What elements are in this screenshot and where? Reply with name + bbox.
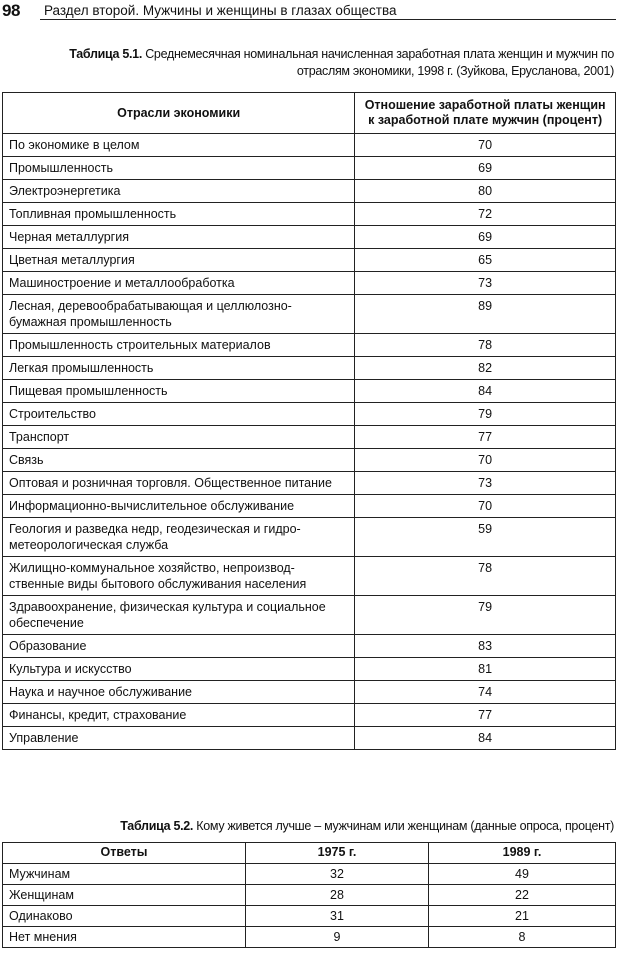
table-row bbox=[3, 635, 616, 658]
value-1989-cell: 8 bbox=[429, 927, 616, 948]
ratio-cell: 72 bbox=[355, 203, 616, 226]
survey-table bbox=[2, 842, 616, 948]
answer-cell: Одинаково bbox=[3, 906, 246, 927]
table-row bbox=[3, 681, 616, 704]
table-row bbox=[3, 596, 616, 635]
ratio-cell: 89 bbox=[355, 295, 616, 334]
wage-ratio-table bbox=[2, 92, 616, 750]
table-row bbox=[3, 495, 616, 518]
table-row bbox=[3, 403, 616, 426]
sector-cell: Пищевая промышленность bbox=[3, 380, 355, 403]
column-header-answers: Ответы bbox=[3, 843, 246, 864]
sector-cell: Образование bbox=[3, 635, 355, 658]
sector-cell: Машиностроение и металлообработка bbox=[3, 272, 355, 295]
ratio-cell: 69 bbox=[355, 226, 616, 249]
table1-caption bbox=[54, 46, 614, 80]
sector-cell: Здравоохранение, физическая культура и социальное обеспечение bbox=[3, 596, 355, 635]
ratio-cell: 78 bbox=[355, 557, 616, 596]
value-1975-cell: 31 bbox=[246, 906, 429, 927]
page-header bbox=[0, 0, 620, 24]
table-row bbox=[3, 157, 616, 180]
table-row bbox=[3, 704, 616, 727]
sector-cell: По экономике в целом bbox=[3, 134, 355, 157]
table-row bbox=[3, 449, 616, 472]
ratio-cell: 69 bbox=[355, 157, 616, 180]
table-row bbox=[3, 295, 616, 334]
ratio-cell: 79 bbox=[355, 403, 616, 426]
ratio-cell: 73 bbox=[355, 472, 616, 495]
ratio-cell: 80 bbox=[355, 180, 616, 203]
column-header-sector: Отрасли экономики bbox=[3, 93, 355, 134]
sector-cell: Промышленность bbox=[3, 157, 355, 180]
table2-caption-label: Таблица 5.2. bbox=[120, 819, 194, 833]
value-1975-cell: 9 bbox=[246, 927, 429, 948]
table-row bbox=[3, 272, 616, 295]
sector-cell: Геология и разведка недр, геодезическая и гидро-метеорологическая служба bbox=[3, 518, 355, 557]
ratio-cell: 77 bbox=[355, 426, 616, 449]
table-row bbox=[3, 658, 616, 681]
column-header-ratio: Отношение заработной платы женщин к заработной плате мужчин (процент) bbox=[355, 93, 616, 134]
value-1989-cell: 21 bbox=[429, 906, 616, 927]
answer-cell: Нет мнения bbox=[3, 927, 246, 948]
running-title: Раздел второй. Мужчины и женщины в глазах общества bbox=[44, 3, 397, 18]
table-row bbox=[3, 134, 616, 157]
ratio-cell: 59 bbox=[355, 518, 616, 557]
table2-body bbox=[3, 864, 616, 948]
sector-cell: Транспорт bbox=[3, 426, 355, 449]
sector-cell: Промышленность строительных материалов bbox=[3, 334, 355, 357]
value-1975-cell: 32 bbox=[246, 864, 429, 885]
ratio-cell: 82 bbox=[355, 357, 616, 380]
sector-cell: Черная металлургия bbox=[3, 226, 355, 249]
value-1989-cell: 49 bbox=[429, 864, 616, 885]
value-1989-cell: 22 bbox=[429, 885, 616, 906]
sector-cell: Информационно-вычислительное обслуживание bbox=[3, 495, 355, 518]
table-row bbox=[3, 180, 616, 203]
table-row bbox=[3, 727, 616, 750]
table-row bbox=[3, 557, 616, 596]
answer-cell: Женщинам bbox=[3, 885, 246, 906]
column-header-1975: 1975 г. bbox=[246, 843, 429, 864]
table1-body bbox=[3, 134, 616, 750]
sector-cell: Жилищно-коммунальное хозяйство, непроизвод-ственные виды бытового обслуживания населения bbox=[3, 557, 355, 596]
ratio-cell: 74 bbox=[355, 681, 616, 704]
table-row bbox=[3, 885, 616, 906]
table-row bbox=[3, 864, 616, 885]
sector-cell: Наука и научное обслуживание bbox=[3, 681, 355, 704]
table2-header-row bbox=[3, 843, 616, 864]
answer-cell: Мужчинам bbox=[3, 864, 246, 885]
sector-cell: Финансы, кредит, страхование bbox=[3, 704, 355, 727]
table2-caption bbox=[54, 818, 614, 835]
sector-cell: Цветная металлургия bbox=[3, 249, 355, 272]
table-row bbox=[3, 472, 616, 495]
table1-caption-label: Таблица 5.1. bbox=[69, 47, 143, 61]
sector-cell: Топливная промышленность bbox=[3, 203, 355, 226]
sector-cell: Управление bbox=[3, 727, 355, 750]
sector-cell: Электроэнергетика bbox=[3, 180, 355, 203]
ratio-cell: 79 bbox=[355, 596, 616, 635]
ratio-cell: 73 bbox=[355, 272, 616, 295]
ratio-cell: 78 bbox=[355, 334, 616, 357]
ratio-cell: 83 bbox=[355, 635, 616, 658]
ratio-cell: 65 bbox=[355, 249, 616, 272]
table-row bbox=[3, 357, 616, 380]
table-row bbox=[3, 906, 616, 927]
sector-cell: Культура и искусство bbox=[3, 658, 355, 681]
sector-cell: Оптовая и розничная торговля. Общественное питание bbox=[3, 472, 355, 495]
ratio-cell: 77 bbox=[355, 704, 616, 727]
ratio-cell: 70 bbox=[355, 134, 616, 157]
table-row bbox=[3, 927, 616, 948]
ratio-cell: 70 bbox=[355, 495, 616, 518]
sector-cell: Лесная, деревообрабатывающая и целлюлозно-бумажная промышленность bbox=[3, 295, 355, 334]
ratio-cell: 81 bbox=[355, 658, 616, 681]
table-row bbox=[3, 518, 616, 557]
table-row bbox=[3, 226, 616, 249]
page-number: 98 bbox=[2, 1, 20, 20]
sector-cell: Связь bbox=[3, 449, 355, 472]
sector-cell: Легкая промышленность bbox=[3, 357, 355, 380]
ratio-cell: 70 bbox=[355, 449, 616, 472]
table-row bbox=[3, 426, 616, 449]
table-row bbox=[3, 334, 616, 357]
value-1975-cell: 28 bbox=[246, 885, 429, 906]
ratio-cell: 84 bbox=[355, 727, 616, 750]
table2-caption-text: Кому живется лучше – мужчинам или женщинам (данные опроса, процент) bbox=[196, 819, 614, 833]
column-header-1989: 1989 г. bbox=[429, 843, 616, 864]
table-row bbox=[3, 203, 616, 226]
header-rule bbox=[40, 19, 616, 20]
table-row bbox=[3, 249, 616, 272]
ratio-cell: 84 bbox=[355, 380, 616, 403]
sector-cell: Строительство bbox=[3, 403, 355, 426]
table1-caption-text: Среднемесячная номинальная начисленная заработная плата женщин и мужчин по отраслям экономики, 1998 г. (Зуйкова, Ерусланова, 2001) bbox=[145, 47, 614, 78]
table1-header-row bbox=[3, 93, 616, 134]
table-row bbox=[3, 380, 616, 403]
